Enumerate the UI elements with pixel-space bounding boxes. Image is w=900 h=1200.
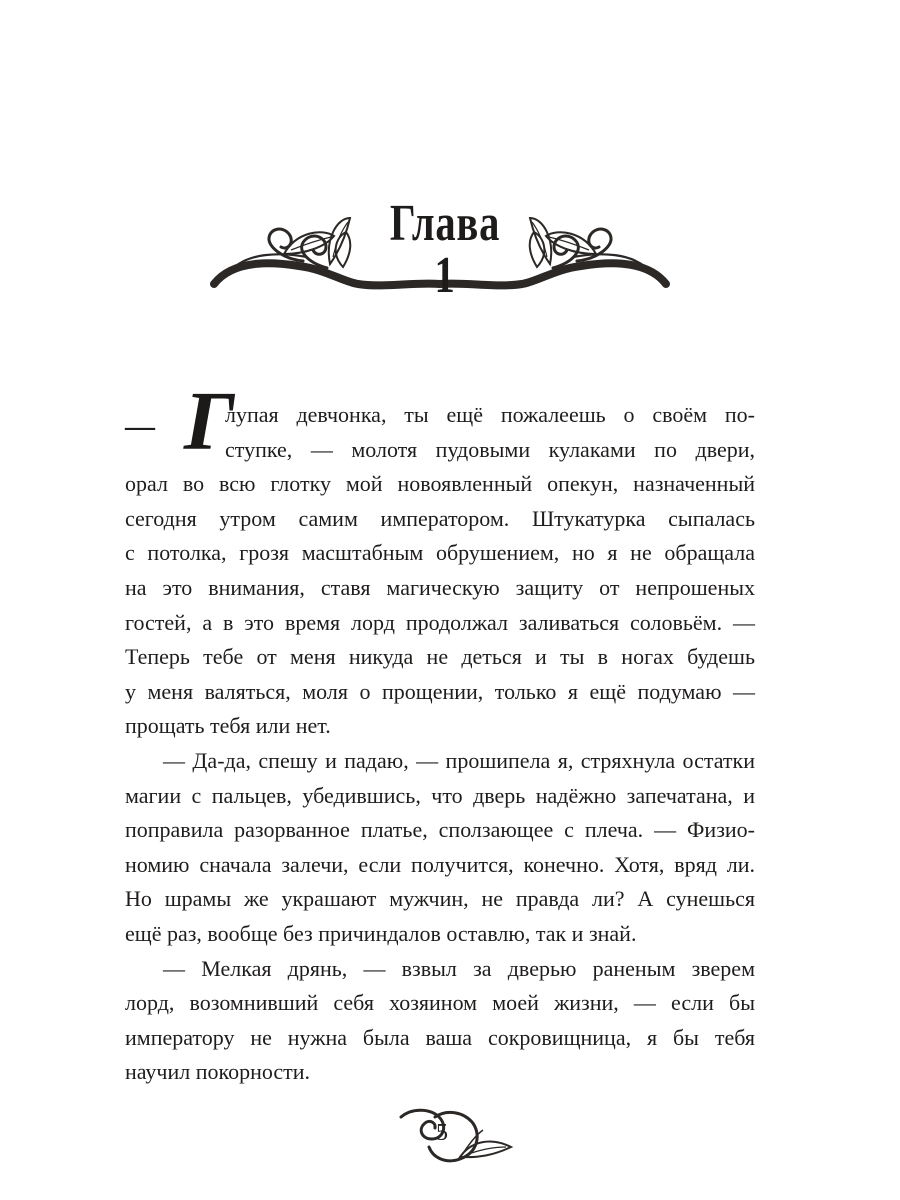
paragraph-line: орал во всю глотку мой новоявленный опекун, назначенный [125, 471, 755, 497]
paragraph-line: научил покорности. [125, 1059, 311, 1085]
paragraph-line: лупая девчонка, ты ещё пожалеешь о своём по- [225, 402, 755, 427]
page-number: 5 [436, 1120, 448, 1146]
paragraph-line: — Мелкая дрянь, — взвыл за дверью раненым зверем [163, 955, 755, 981]
paragraph-line: магии с пальцев, убедившись, что дверь надёжно запечатана, и [125, 782, 755, 808]
paragraph-line: у меня валяться, моля о прощении, только я ещё подумаю — [125, 678, 755, 704]
paragraph-line: на это внимания, ставя магическую защиту от непрошеных [125, 574, 755, 600]
paragraph-3 [125, 952, 755, 1090]
paragraph-line: прощать тебя или нет. [125, 713, 331, 739]
paragraph-line: номию сначала залечи, если получится, конечно. Хотя, вряд ли. [125, 851, 755, 877]
page-number-ornament-icon [393, 1099, 518, 1169]
paragraph-line: сегодня утром самим императором. Штукатурка сыпалась [125, 505, 755, 531]
paragraph-2 [125, 744, 755, 952]
paragraph-line: ступке, — молотя пудовыми кулаками по двери, [225, 436, 755, 462]
paragraph-line: — Да-да, спешу и падаю, — прошипела я, стряхнула остатки [163, 747, 755, 773]
paragraph-line: с потолка, грозя масштабным обрушением, но я не обращала [125, 540, 755, 566]
paragraph-line: Но шрамы же украшают мужчин, не правда ли? А сунешься [125, 886, 755, 912]
paragraph-line: лорд, возомнивший себя хозяином моей жизни, — если бы [125, 990, 755, 1016]
paragraph-1 [125, 375, 755, 744]
opening-dash: — [125, 410, 155, 443]
paragraph-line: ещё раз, вообще без причиндалов оставлю, так и знай. [125, 920, 637, 946]
paragraph-line: поправила разорванное платье, сползающее с плеча. — Физио- [125, 817, 755, 843]
paragraph-line: Теперь тебе от меня никуда не деться и ты в ногах будешь [125, 644, 755, 670]
paragraph-line: императору не нужна была ваша сокровищница, я бы тебя [125, 1024, 755, 1050]
paragraph-line: гостей, а в это время лорд продолжал заливаться соловьём. — [125, 609, 755, 635]
chapter-text [125, 375, 755, 1090]
drop-cap: Г [184, 375, 235, 468]
chapter-title: Глава 1 [389, 195, 501, 304]
